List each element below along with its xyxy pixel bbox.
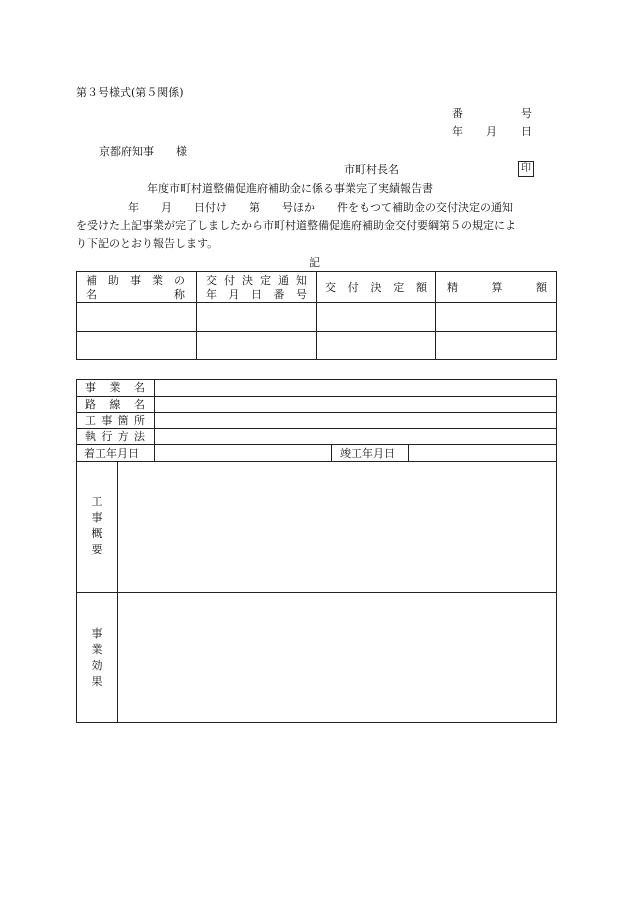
label-work-location: 工 事 箇 所 xyxy=(85,414,145,427)
number-label: 番 xyxy=(452,107,463,120)
year-label: 年 xyxy=(452,125,463,138)
header-notice-line2: 年 月 日 番 号 xyxy=(206,288,307,301)
form-number: 第３号様式(第５関係) xyxy=(76,86,184,99)
body-line-2: を受けた上記事業が完了しましたから市町村道整備促進府補助金交付要綱第５の規定によ xyxy=(76,219,516,232)
grant-table-row xyxy=(77,332,557,360)
ki-mark: 記 xyxy=(309,256,320,269)
header-decision-amount: 交 付 決 定 額 xyxy=(325,281,427,294)
grant-table-row xyxy=(77,303,557,332)
label-project-name: 事 業 名 xyxy=(85,381,145,394)
seal-mark: 印 xyxy=(518,161,534,177)
body-line-1: 年 月 日付け 第 号ほか 件をもつて補助金の交付決定の通知 xyxy=(128,201,513,214)
header-notice-line1: 交 付 決 定 通 知 xyxy=(206,274,307,287)
label-project-effect: 事 業 効 果 xyxy=(91,627,103,688)
mayor-name-label: 市町村長名 xyxy=(344,163,399,176)
go-label: 号 xyxy=(521,107,532,120)
header-project-name-line2: 名 称 xyxy=(86,288,185,301)
header-settlement-amount: 精 算 額 xyxy=(447,281,547,294)
header-project-name-line1: 補 助 事 業 の xyxy=(86,274,185,287)
addressee: 京都府知事 様 xyxy=(99,145,187,158)
document-title: 年度市町村道整備促進府補助金に係る事業完了実績報告書 xyxy=(147,182,433,195)
label-end-date: 竣工年月日 xyxy=(340,447,395,460)
label-route-name: 路 線 名 xyxy=(85,398,145,411)
label-start-date: 着工年月日 xyxy=(84,447,139,460)
project-detail-table xyxy=(76,379,557,723)
body-line-3: り下記のとおり報告します。 xyxy=(76,237,219,250)
label-execution-method: 執 行 方 法 xyxy=(85,430,145,443)
grant-table xyxy=(76,271,557,360)
day-label: 日 xyxy=(521,125,532,138)
month-label: 月 xyxy=(486,125,497,138)
label-work-summary: 工 事 概 要 xyxy=(91,495,103,556)
